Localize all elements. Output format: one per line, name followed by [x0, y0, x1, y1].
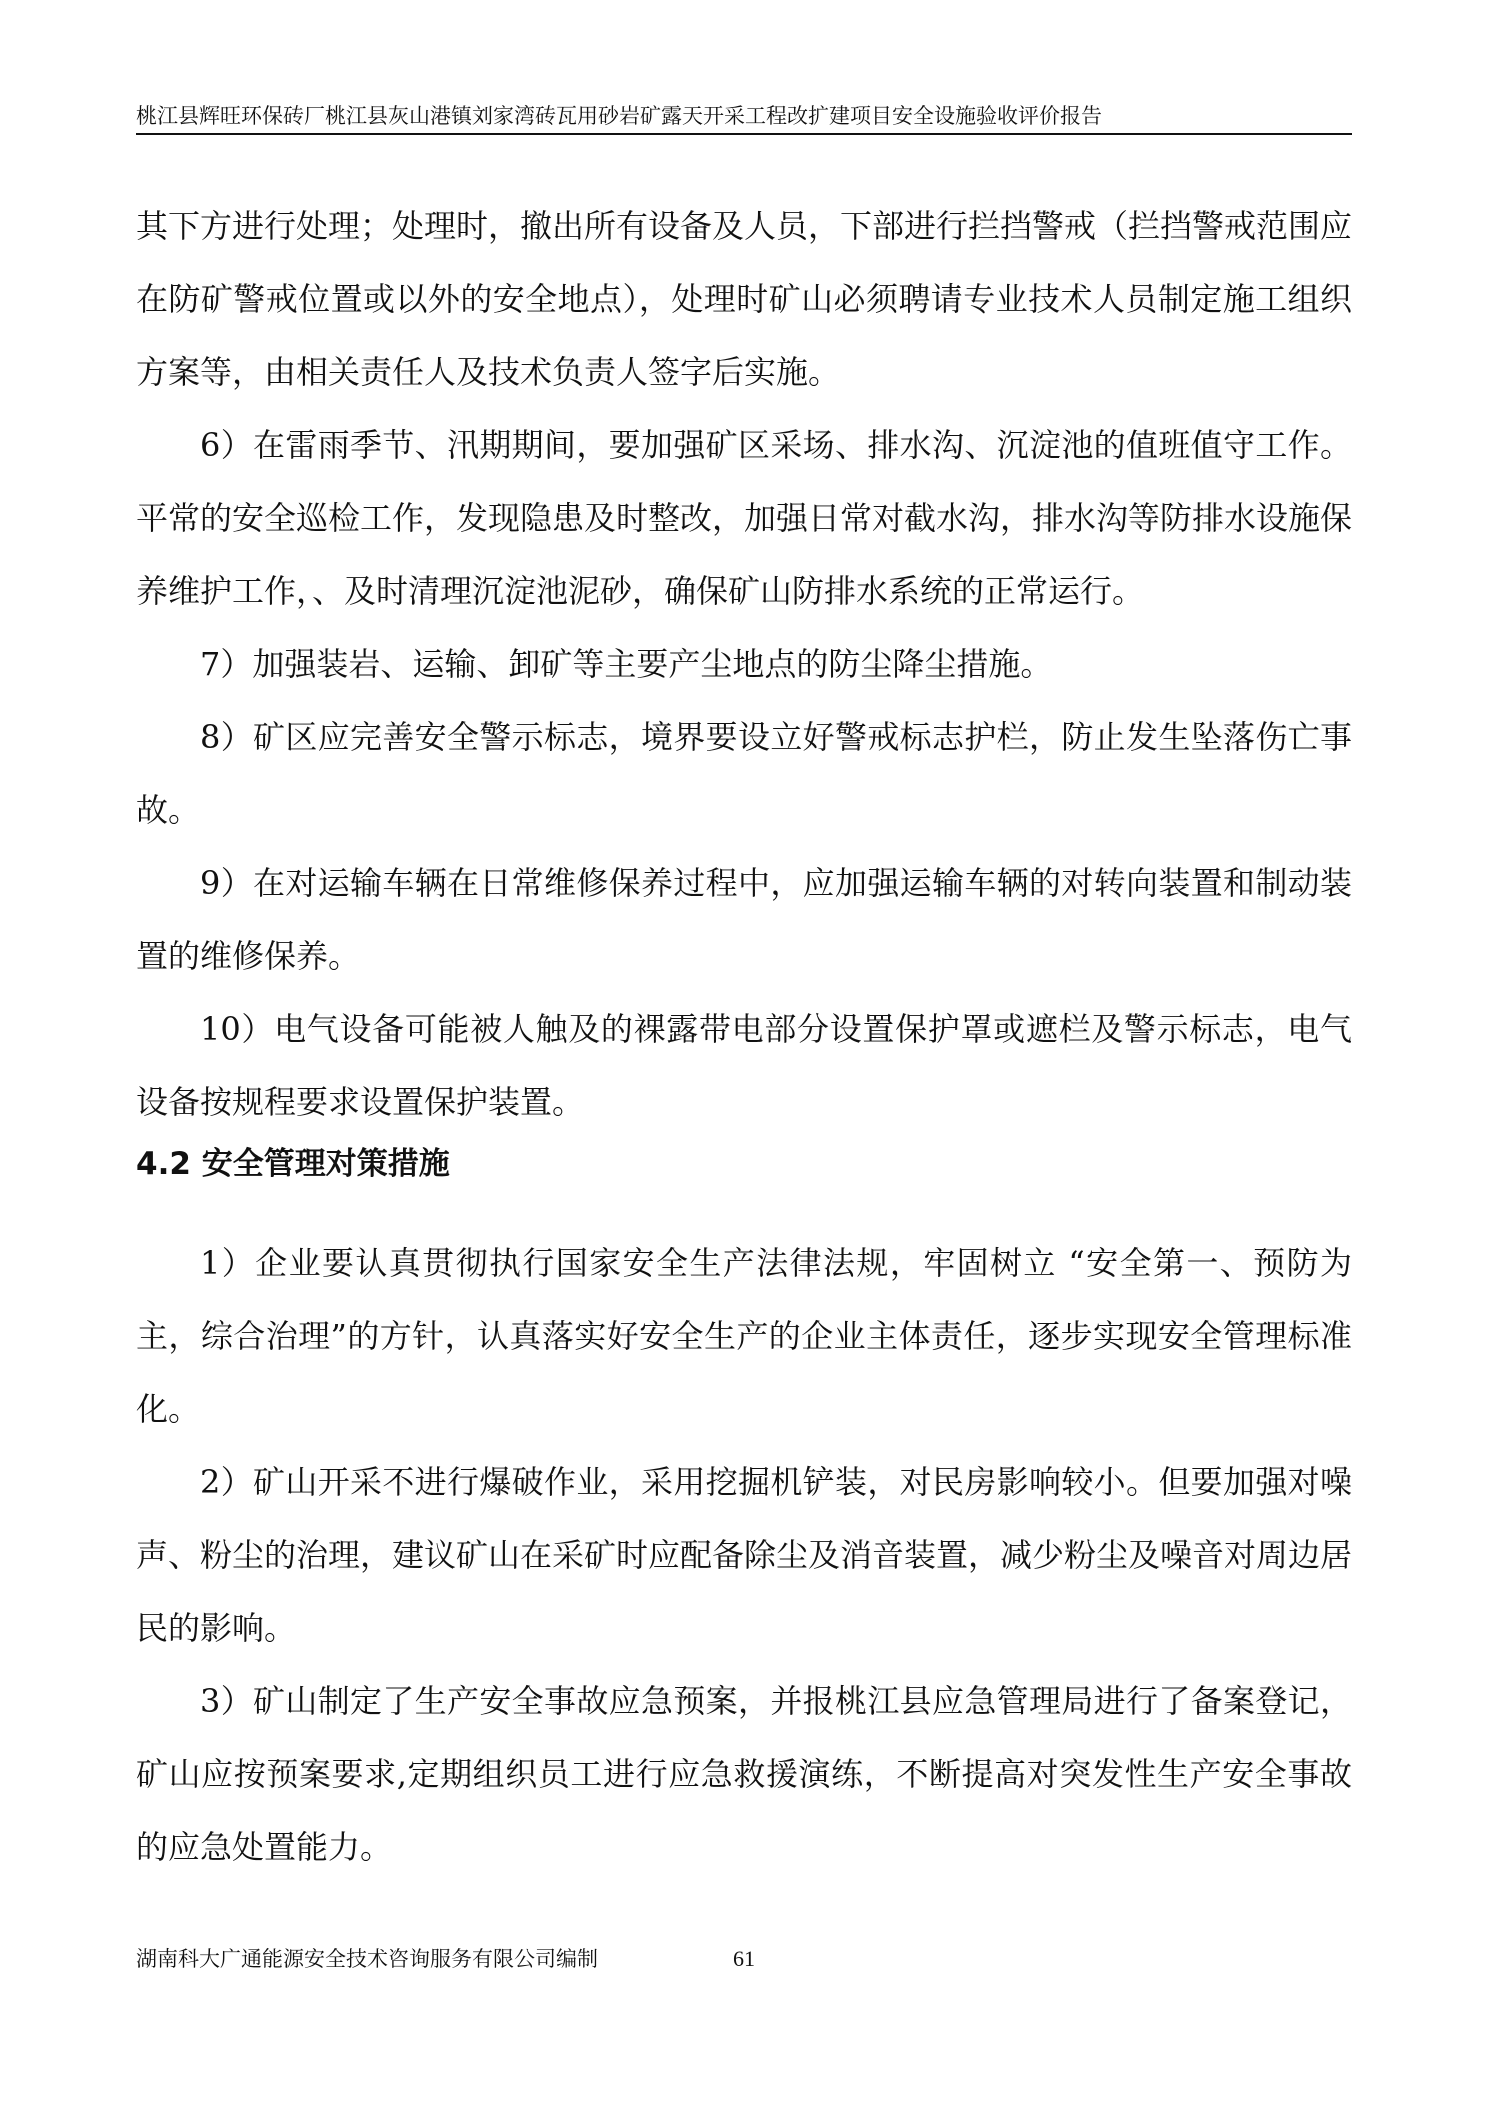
section-heading-4-2: 4.2 安全管理对策措施	[136, 1146, 450, 1182]
footer-company: 湖南科大广通能源安全技术咨询服务有限公司编制	[136, 1947, 598, 1971]
paragraph-item-10: 10）电气设备可能被人触及的裸露带电部分设置保护罩或遮栏及警示标志，电气设备按规程要求设置保护装置。	[136, 1010, 1352, 1121]
paragraph-item-7: 7）加强装岩、运输、卸矿等主要产尘地点的防尘降尘措施。	[200, 645, 1053, 683]
header-divider	[136, 133, 1352, 135]
paragraph-item-9: 9）在对运输车辆在日常维修保养过程中，应加强运输车辆的对转向装置和制动装置的维修保养。	[136, 864, 1352, 975]
running-header: 桃江县辉旺环保砖厂桃江县灰山港镇刘家湾砖瓦用砂岩矿露天开采工程改扩建项目安全设施验收评价报告	[136, 104, 1102, 128]
paragraph-item-8: 8）矿区应完善安全警示标志，境界要设立好警戒标志护栏，防止发生坠落伤亡事故。	[136, 718, 1352, 829]
paragraph-management-2: 2）矿山开采不进行爆破作业，采用挖掘机铲装，对民房影响较小。但要加强对噪声、粉尘的治理，建议矿山在采矿时应配备除尘及消音装置，减少粉尘及噪音对周边居民的影响。	[136, 1463, 1353, 1647]
paragraph-item-6: 6）在雷雨季节、汛期期间，要加强矿区采场、排水沟、沉淀池的值班值守工作。平常的安全巡检工作，发现隐患及时整改，加强日常对截水沟，排水沟等防排水设施保养维护工作，、及时清理沉淀池泥砂，确保矿山防排水系统的正常运行。	[136, 426, 1353, 610]
paragraph-continuation: 其下方进行处理；处理时，撤出所有设备及人员，下部进行拦挡警戒（拦挡警戒范围应在防矿警戒位置或以外的安全地点），处理时矿山必须聘请专业技术人员制定施工组织方案等，由相关责任人及技术负责人签字后实施。	[136, 207, 1353, 391]
document-body	[136, 190, 1352, 1884]
page-number: 61	[733, 1946, 755, 1971]
paragraph-management-1: 1）企业要认真贯彻执行国家安全生产法律法规，牢固树立 “安全第一、预防为主，综合治理”的方针，认真落实好安全生产的企业主体责任，逐步实现安全管理标准化。	[136, 1244, 1352, 1428]
paragraph-management-3: 3）矿山制定了生产安全事故应急预案，并报桃江县应急管理局进行了备案登记，矿山应按预案要求,定期组织员工进行应急救援演练，不断提高对突发性生产安全事故的应急处置能力。	[136, 1682, 1352, 1866]
